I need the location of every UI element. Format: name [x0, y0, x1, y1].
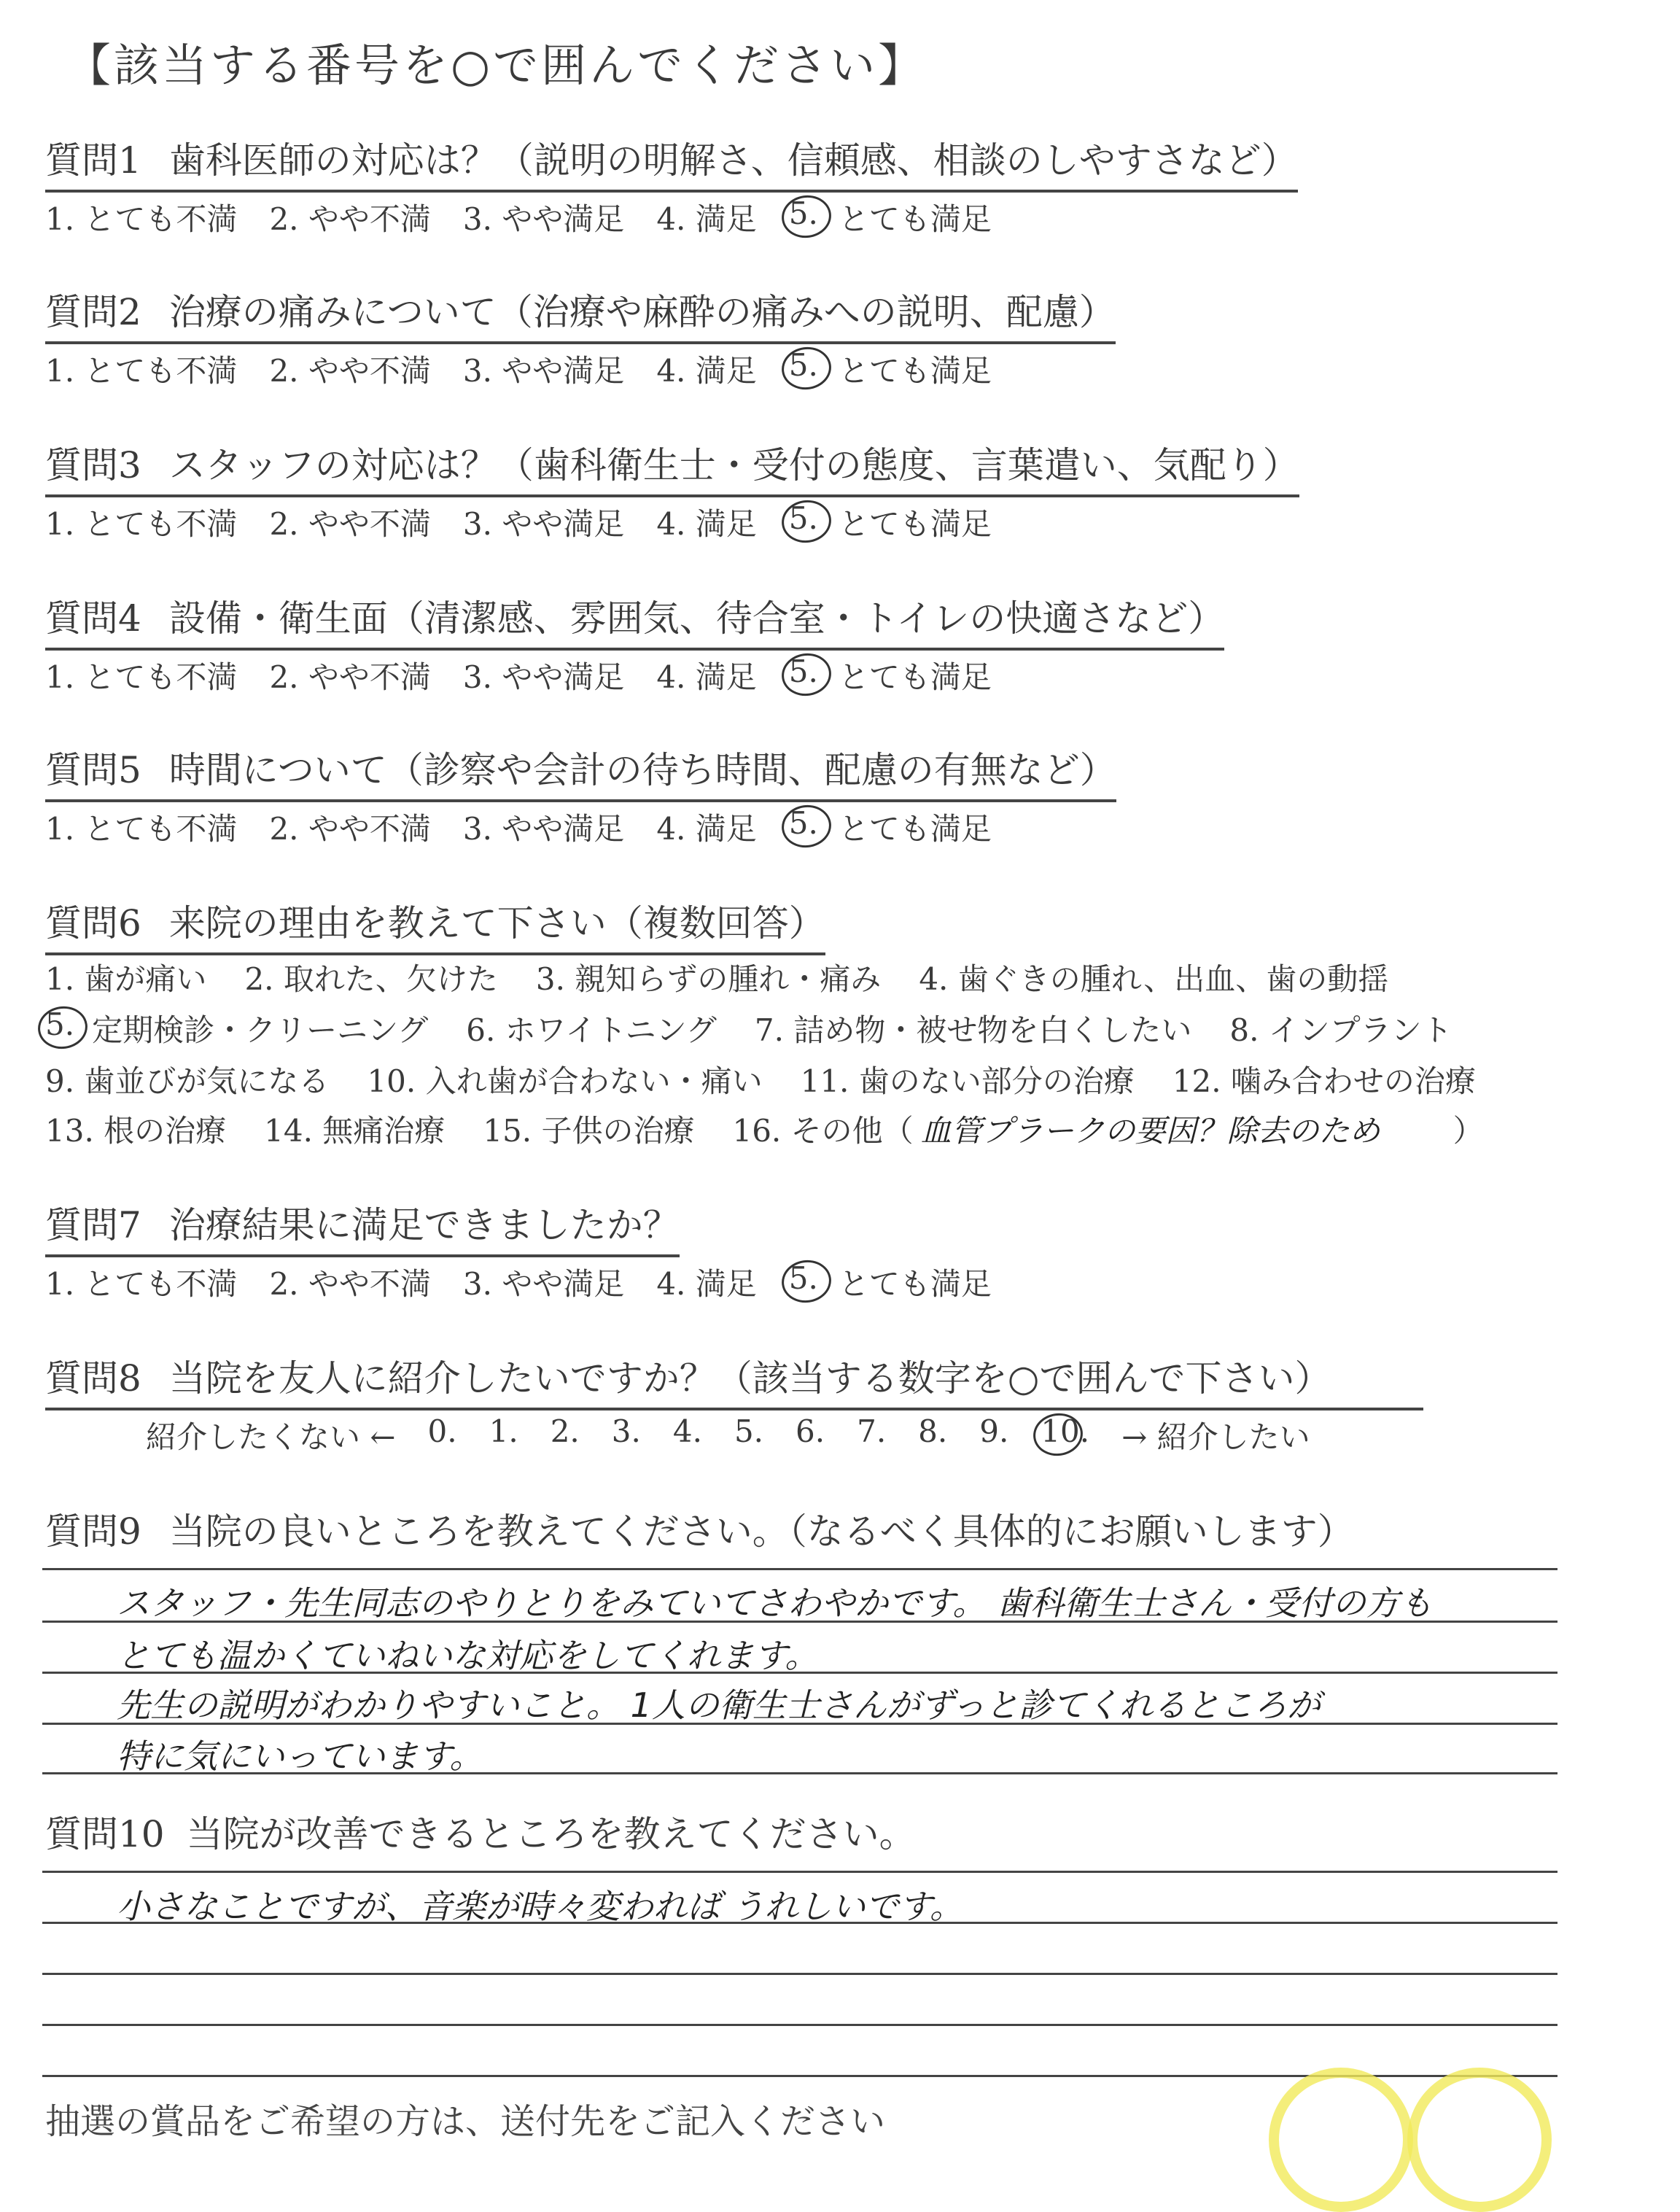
answer-options: [45, 195, 1024, 239]
q6-option-16[interactable]: 16. その他（: [732, 1113, 914, 1149]
scale-left-label: 紹介したくない ←: [146, 1419, 396, 1455]
option-5-circled[interactable]: 5.: [789, 347, 818, 391]
scale-right-label: → 紹介したい: [1121, 1419, 1310, 1455]
question-text: 当院の良いところを教えてください。（なるべく具体的にお願いします）: [168, 1510, 1354, 1553]
answer-rule: [42, 1871, 1558, 1873]
q6-option-9[interactable]: 9. 歯並びが気になる: [45, 1063, 330, 1099]
option-2[interactable]: 2. やや不満: [269, 659, 431, 695]
q6-other-handwritten[interactable]: 血管プラークの要因？除去のため: [920, 1113, 1380, 1149]
option-1[interactable]: 1. とても不満: [45, 659, 238, 695]
question-number: 質問1: [45, 139, 141, 182]
q6-option-3[interactable]: 3. 親知らずの腫れ・痛み: [535, 961, 882, 997]
question-text: 当院を友人に紹介したいですか？（該当する数字を○で囲んで下さい）: [168, 1357, 1331, 1400]
option-3[interactable]: 3. やや満足: [462, 506, 625, 542]
question-text: 来院の理由を教えて下さい（複数回答）: [168, 902, 825, 944]
q6-other-close: ）: [1452, 1113, 1484, 1149]
option-1[interactable]: 1. とても不満: [45, 353, 238, 389]
question-text: 治療結果に満足できましたか？: [168, 1204, 680, 1246]
question-number: 質問9: [45, 1510, 141, 1553]
option-5-label: とても満足: [838, 201, 992, 237]
option-4[interactable]: 4. 満足: [656, 201, 757, 237]
highlighter-mark: [1407, 2068, 1552, 2212]
option-2[interactable]: 2. やや不満: [269, 353, 431, 389]
recommend-scale: [146, 1413, 1342, 1457]
q9-answer-line-4[interactable]: 特に気にいっています。: [117, 1736, 483, 1776]
scale-8[interactable]: 8.: [918, 1413, 948, 1449]
answer-options: [45, 1260, 1024, 1304]
scale-5[interactable]: 5.: [734, 1413, 764, 1449]
question-text: 時間について（診察や会計の待ち時間、配慮の有無など）: [168, 749, 1116, 791]
q6-option-2[interactable]: 2. 取れた、欠けた: [244, 961, 498, 997]
question-number: 質問6: [45, 902, 141, 944]
q6-option-8[interactable]: 8. インプラント: [1229, 1012, 1452, 1048]
answer-rule: [42, 1973, 1558, 1975]
answer-rule: [42, 1568, 1558, 1570]
q6-option-row-1: [45, 955, 1426, 999]
option-1[interactable]: 1. とても不満: [45, 811, 238, 847]
option-3[interactable]: 3. やや満足: [462, 1266, 625, 1302]
option-5-label: とても満足: [838, 506, 992, 542]
q9-answer-line-1[interactable]: スタッフ・先生同志のやりとりをみていてさわやかです。 歯科衛生士さん・受付の方も: [117, 1583, 1433, 1623]
q6-option-row-3: [45, 1058, 1514, 1101]
option-3[interactable]: 3. やや満足: [462, 659, 625, 695]
answer-options: [45, 805, 1024, 849]
answer-rule: [42, 1621, 1558, 1623]
question-number: 質問4: [45, 597, 141, 640]
answer-options: [45, 653, 1024, 697]
option-1[interactable]: 1. とても不満: [45, 1266, 238, 1302]
option-5-label: とても満足: [838, 353, 992, 389]
q6-option-row-2: [45, 1006, 1490, 1050]
option-3[interactable]: 3. やや満足: [462, 201, 625, 237]
option-5-circled[interactable]: 5.: [789, 805, 818, 849]
option-2[interactable]: 2. やや不満: [269, 1266, 431, 1302]
answer-rule: [42, 1723, 1558, 1725]
option-3[interactable]: 3. やや満足: [462, 811, 625, 847]
q6-option-13[interactable]: 13. 根の治療: [45, 1113, 227, 1149]
answer-rule: [42, 1772, 1558, 1774]
question-number: 質問5: [45, 749, 141, 791]
q6-option-row-4: [45, 1107, 1484, 1151]
q10-answer-line-1[interactable]: 小さなことですが、音楽が時々変われば うれしいです。: [117, 1887, 963, 1926]
answer-rule: [42, 2024, 1558, 2026]
scale-4[interactable]: 4.: [672, 1413, 702, 1449]
q6-option-15[interactable]: 15. 子供の治療: [483, 1113, 695, 1149]
scale-10-circled[interactable]: 10.: [1041, 1413, 1089, 1457]
option-4[interactable]: 4. 満足: [656, 1266, 757, 1302]
option-1[interactable]: 1. とても不満: [45, 201, 238, 237]
question-text: スタッフの対応は？（歯科衛生士・受付の態度、言葉遣い、気配り）: [168, 444, 1299, 486]
scale-1[interactable]: 1.: [489, 1413, 518, 1449]
answer-rule: [42, 1672, 1558, 1674]
option-4[interactable]: 4. 満足: [656, 506, 757, 542]
scale-9[interactable]: 9.: [979, 1413, 1009, 1449]
answer-options: [45, 500, 1024, 544]
q6-option-6[interactable]: 6. ホワイトニング: [466, 1012, 717, 1048]
q9-answer-line-3[interactable]: 先生の説明がわかりやすいこと。 1人の衛生士さんがずっと診てくれるところが: [117, 1685, 1321, 1725]
question-text: 設備・衛生面（清潔感、雰囲気、待合室・トイレの快適さなど）: [168, 597, 1225, 640]
option-4[interactable]: 4. 満足: [656, 659, 757, 695]
question-number: 質問7: [45, 1204, 141, 1246]
question-number: 質問2: [45, 291, 141, 333]
option-5-label: とても満足: [838, 1266, 992, 1302]
scale-7[interactable]: 7.: [857, 1413, 887, 1449]
option-1[interactable]: 1. とても不満: [45, 506, 238, 542]
option-5-label: とても満足: [838, 659, 992, 695]
question-number: 質問8: [45, 1357, 141, 1400]
question-text: 当院が改善できるところを教えてください。: [186, 1813, 916, 1855]
scale-3[interactable]: 3.: [611, 1413, 641, 1449]
option-5-label: とても満足: [838, 811, 992, 847]
q6-option-7[interactable]: 7. 詰め物・被せ物を白くしたい: [754, 1012, 1192, 1048]
page-header: 【該当する番号を○で囲んでください】: [66, 39, 927, 92]
q6-option-12[interactable]: 12. 噛み合わせの治療: [1172, 1063, 1476, 1099]
option-2[interactable]: 2. やや不満: [269, 201, 431, 237]
q6-option-11[interactable]: 11. 歯のない部分の治療: [800, 1063, 1135, 1099]
question-number: 質問3: [45, 444, 141, 486]
q6-option-14[interactable]: 14. 無痛治療: [264, 1113, 446, 1149]
scale-0[interactable]: 0.: [427, 1413, 457, 1449]
option-4[interactable]: 4. 満足: [656, 353, 757, 389]
scale-2[interactable]: 2.: [550, 1413, 580, 1449]
answer-options: [45, 347, 1024, 391]
q6-option-5-circled[interactable]: 5.: [45, 1006, 74, 1050]
scale-6[interactable]: 6.: [796, 1413, 825, 1449]
option-2[interactable]: 2. やや不満: [269, 506, 431, 542]
question-text: 治療の痛みについて（治療や麻酔の痛みへの説明、配慮）: [168, 291, 1116, 333]
q6-option-10[interactable]: 10. 入れ歯が合わない・痛い: [367, 1063, 763, 1099]
footer-text: 抽選の賞品をご希望の方は、送付先をご記入ください: [45, 2101, 886, 2142]
option-5-circled[interactable]: 5.: [789, 653, 818, 697]
q6-option-4[interactable]: 4. 歯ぐきの腫れ、出血、歯の動揺: [919, 961, 1389, 997]
highlighter-mark: [1269, 2068, 1413, 2212]
option-2[interactable]: 2. やや不満: [269, 811, 431, 847]
question-number: 質問10: [45, 1813, 165, 1855]
question-text: 歯科医師の対応は？（説明の明解さ、信頼感、相談のしやすさなど）: [168, 139, 1298, 182]
q9-answer-line-2[interactable]: とても温かくていねいな対応をしてくれます。: [117, 1636, 819, 1675]
q6-option-1[interactable]: 1. 歯が痛い: [45, 961, 207, 997]
option-5-circled[interactable]: 5.: [789, 1260, 818, 1304]
option-5-circled[interactable]: 5.: [789, 195, 818, 239]
answer-rule: [42, 1922, 1558, 1924]
option-5-circled[interactable]: 5.: [789, 500, 818, 544]
option-4[interactable]: 4. 満足: [656, 811, 757, 847]
q6-option-5-label: 定期検診・クリーニング: [92, 1012, 429, 1048]
option-3[interactable]: 3. やや満足: [462, 353, 625, 389]
